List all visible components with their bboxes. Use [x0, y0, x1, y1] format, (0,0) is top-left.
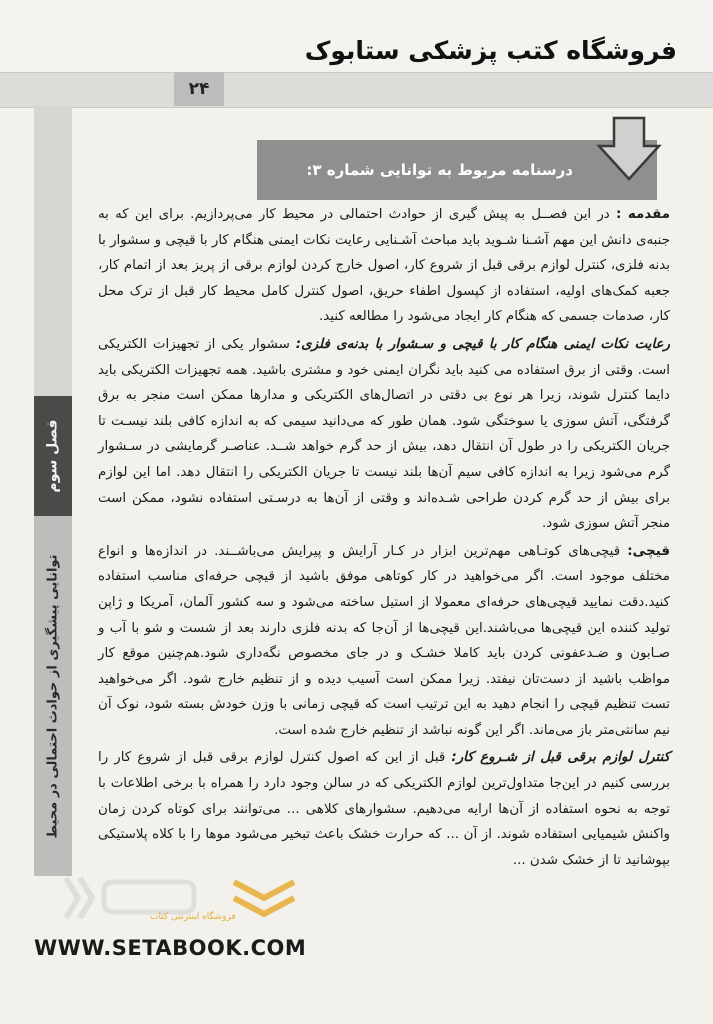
- safety-paragraph: [98, 332, 670, 537]
- intro-text: در این فصــل به پیش گیری از حوادث احتمالی در محیط کار می‌پردازیم. برای این که به جنبه‌ی دانش این مهم آشـنا شـوید باید مباحث آشـنایی رعایت نکات ایمنی هنگام کار با قیچی و سشوار با بدنه فلزی، کنترل لوازم برقی قبل از شروع کار، اصول خارج کردن لوازم برقی از پریز بعد از اتمام کار، جعبه کمک‌های اولیه، استفاده از کپسول اطفاء حریق، اصول کنترل کامل محیط کار قبل از ترک محل کار، صدمات جسمی که هنگام کار ایجاد می‌شود را مطالعه کنید.: [98, 207, 670, 325]
- watermark-tagline: فروشگاه اینترنتی کتاب: [150, 912, 236, 922]
- down-arrow-icon: [596, 116, 662, 182]
- scissors-paragraph: [98, 539, 670, 744]
- electric-heading: کنترل لوازم برقی قبل از شـروع کار:: [451, 750, 671, 766]
- chapter-label-box: [34, 396, 72, 516]
- page-number: ۲۴: [174, 72, 224, 106]
- safety-heading: رعایت نکات ایمنی هنگام کار با قیچی و سـشوار با بدنه‌ی فلزی:: [295, 336, 670, 352]
- topic-label-box: [34, 516, 72, 876]
- side-tab-blank: [34, 106, 72, 396]
- electric-text: قبل از این که اصول کنترل لوازم برقی قبل از شروع کار را بررسی کنیم در این‌جا متداول‌ترین لوازم الکتریکی که در سالن وجود دارد را همراه با برخی اطلاعات با توجه به نحوه استفاده از آن‌ها ارایه می‌دهیم. سشوارهای کلاهی ... می‌توانند برای کوتاه کردن زمان واکنش شیمیایی استفاده شوند. از آن ... که حرارت خشک باعث تبخیر می‌شود موها را با کلاه پلاستیکی بپوشانید تا از خشک شدن ...: [98, 750, 670, 868]
- intro-paragraph: [98, 202, 670, 330]
- scissors-lead: قیچی:: [627, 543, 670, 559]
- store-title: فروشگاه کتب پزشکی ستابوک: [304, 36, 677, 65]
- top-banner: [0, 0, 713, 70]
- electric-paragraph: [98, 745, 670, 873]
- chapter-label: فصل سوم: [45, 419, 62, 493]
- topic-label: توانایی پیشگیری از حوادث احتمالی در محیط: [45, 554, 61, 838]
- page-body: [98, 202, 670, 875]
- footer-url: WWW.SETABOOK.COM: [34, 936, 307, 960]
- section-title: درسنامه مربوط به توانایی شماره ۳:: [306, 161, 573, 179]
- intro-lead: مقدمه :: [615, 207, 671, 222]
- safety-text: سشوار یکی از تجهیزات الکتریکی است. وقتی از برق استفاده می کنید باید نگران ایمنی خود و مشتری باشید. همه تجهیزات الکتریکی باید دایما کنترل شوند، زیرا هر نوع بی دقتی در اتصال‌های الکتریکی و مدارها ممکن است منجر به برق گرفتگی، آتش سوزی یا سوختگی شود. همان طور که می‌دانید سیمی که به اندازه کافی بلند نیسـت تا جریان الکتریکی را در طول آن انتقال دهد، بیش از حد گرم خواهد شــد. عناصـر گرمایشی در سـشوار گرم می‌شود زیرا به اندازه کافی سیم آن‌ها بلند نیست تا جریان الکتریکی را انتقال دهد. اما این لوازم برای بیش از حد گرم کردن طراحی شـده‌اند و وقتی از آن‌ها به درسـتی استفاده نشود، ممکن است منجر آتش سوزی شود.: [98, 336, 670, 532]
- side-chapter-tab: [34, 106, 72, 838]
- page-header-bar: [0, 72, 713, 108]
- scissors-text: قیچی‌های کوتـاهی مهم‌ترین ابزار در کـار آرایش و پیرایش می‌باشــند. در اندازه‌ها و انواع مختلف موجود است. اگر می‌خواهید در کار کوتاهی موفق باشید از قیچی حرفه‌ای مناسب استفاده کنید.دقت نمایید قیچی‌های حرفه‌ای معمولا از استیل ساخته می‌شود و سه کشور آلمان، آمریکا و ژاپن تولید کننده این قیچی‌ها می‌باشند.این قیچی‌ها از آن‌جا که بدنه فلزی دارند بعد از شست و شو با آب و صـابون و ضـدعفونی کردن باید کاملا خشـک و در جای مخصوص نگه‌داری شود.هم‌چنین موقع کار مواظب باشید از دست‌تان نیفتد. زیرا ممکن است آسیب دیده و از تنظیم خارج شود. اگر می‌خواهید تست تنظیم قیچی را انجام دهید به این ترتیب است که قیچی زمانی با وزن خودش بسته شود، نوک آن نیم سانتی‌متر باز می‌ماند. اگر این گونه نباشد از تنظیم خارج شده است.: [98, 543, 670, 738]
